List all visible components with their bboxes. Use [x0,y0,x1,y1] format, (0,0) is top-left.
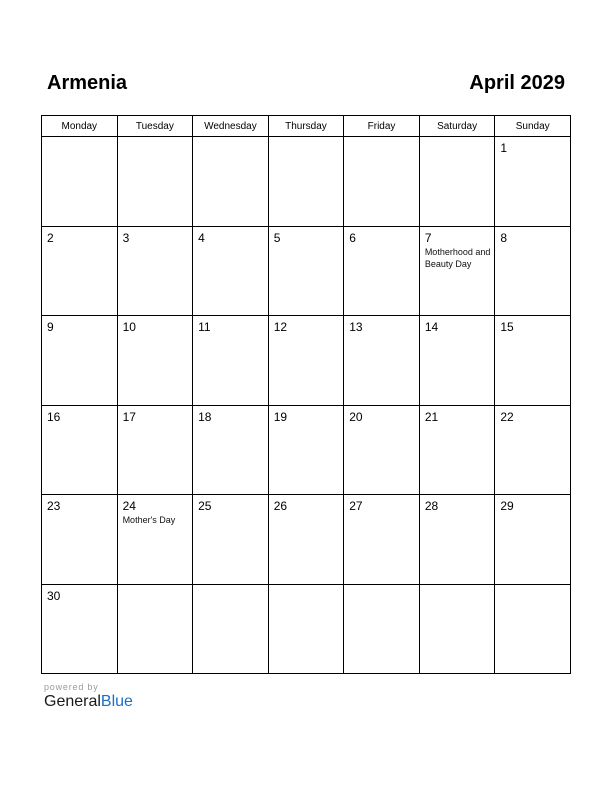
day-cell [268,137,344,227]
day-number: 22 [500,409,514,424]
calendar-grid [41,115,571,674]
brand-logo[interactable] [44,693,133,711]
weekday-header: Saturday [419,116,495,137]
weekday-header: Friday [344,116,420,137]
day-cell [117,584,193,674]
day-number: 2 [47,230,54,245]
day-cell [117,316,193,406]
day-cell [495,226,571,316]
day-cell [193,316,269,406]
day-cell [495,584,571,674]
day-number: 14 [424,320,439,334]
day-cell [419,584,495,674]
day-cell [193,405,269,495]
weekday-header: Monday [42,116,118,137]
weekday-header: Wednesday [193,116,269,137]
day-number: 7 [424,230,432,245]
day-cell [419,137,495,227]
week-row [42,405,571,495]
week-row [42,584,571,674]
day-cell [117,226,193,316]
day-cell [268,316,344,406]
day-cell [495,137,571,227]
day-cell [193,584,269,674]
week-row [42,316,571,406]
day-number: 11 [198,320,211,334]
week-row [42,495,571,585]
day-number: 27 [349,499,363,513]
day-number: 29 [500,499,514,513]
day-cell [344,405,420,495]
day-cell [419,316,495,406]
day-number: 5 [273,230,281,245]
page-title-month: April 2029 [469,72,565,94]
day-cell [419,495,495,585]
day-number: 26 [273,499,288,513]
day-number: 18 [198,409,212,424]
day-number: 4 [198,230,205,245]
weekday-header: Thursday [268,116,344,137]
day-cell [268,495,344,585]
day-cell [268,226,344,316]
day-cell [344,584,420,674]
day-cell [344,316,420,406]
day-cell [117,137,193,227]
day-number: 21 [424,409,439,424]
day-number: 12 [273,320,288,334]
day-cell [42,137,118,227]
day-number: 30 [47,588,61,603]
day-cell [495,316,571,406]
footer-branding [44,682,133,711]
day-cell [42,405,118,495]
day-number: 13 [349,320,363,334]
day-cell [42,584,118,674]
weekday-header: Tuesday [117,116,193,137]
day-cell [268,584,344,674]
day-cell [419,405,495,495]
holiday-label: Mother's Day [122,515,176,525]
day-number: 25 [198,499,212,513]
day-number: 24 [122,499,136,513]
weekday-header: Sunday [495,116,571,137]
powered-by-label: powered by [44,682,99,692]
day-cell [193,137,269,227]
day-cell [419,226,495,316]
holiday-label: Motherhood and Beauty Day [424,246,491,269]
day-cell [193,226,269,316]
day-number: 8 [500,230,508,245]
brand-blue: Blue [100,693,133,710]
day-cell [495,495,571,585]
day-cell [344,226,420,316]
day-cell [344,137,420,227]
day-number: 9 [47,320,54,334]
day-number: 3 [122,230,130,245]
day-number: 6 [349,230,356,245]
day-number: 23 [47,499,61,513]
day-cell [42,316,118,406]
day-cell [344,495,420,585]
day-number: 1 [500,141,508,155]
day-cell [42,226,118,316]
day-cell [117,495,193,585]
brand-general: General [44,693,101,710]
week-row [42,137,571,227]
day-number: 10 [122,320,136,334]
day-number: 20 [349,409,363,424]
day-number: 19 [273,409,288,424]
day-cell [268,405,344,495]
day-number: 15 [500,320,514,334]
day-cell [193,495,269,585]
day-number: 16 [47,409,61,424]
week-row [42,226,571,316]
page-title-country: Armenia [47,72,128,94]
day-number: 17 [122,409,136,424]
day-number: 28 [424,499,439,513]
day-cell [42,495,118,585]
day-cell [117,405,193,495]
day-cell [495,405,571,495]
weekday-header-row [42,116,571,137]
